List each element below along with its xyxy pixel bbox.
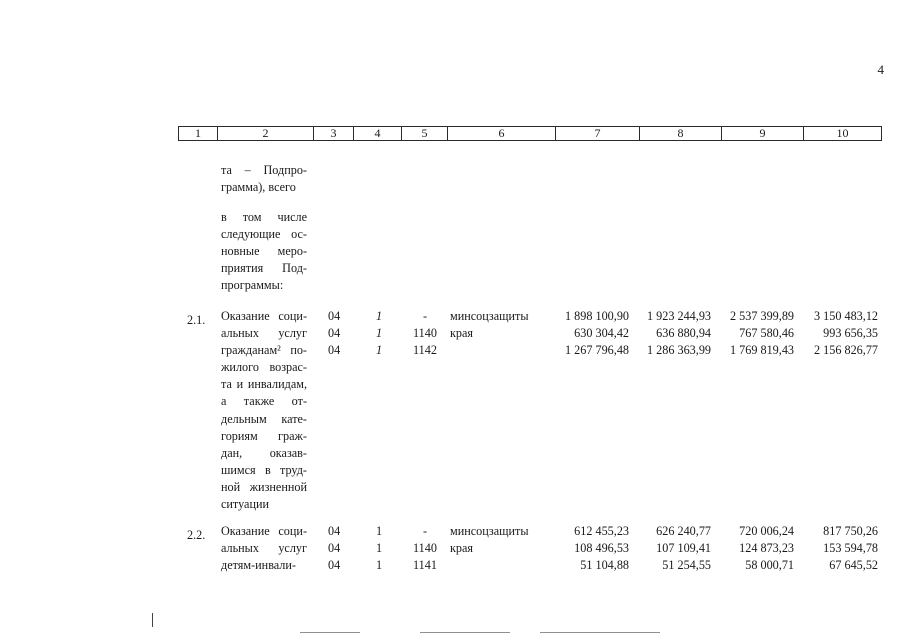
cell-value: 1 769 819,43 — [730, 343, 794, 358]
cell-value: 107 109,41 — [656, 541, 711, 556]
text-line: следующие ос- — [221, 227, 307, 242]
cell-value: 630 304,42 — [574, 326, 629, 341]
cell-value: 3 150 483,12 — [814, 309, 878, 323]
cell-value: 1 — [376, 309, 383, 323]
cell-value: 1 — [376, 558, 383, 573]
row-number: 2.2. — [187, 528, 206, 542]
cell-value: 1 286 363,99 — [647, 343, 711, 358]
header-cell-1: 1 — [195, 126, 201, 140]
cell-value: 720 006,24 — [739, 524, 794, 538]
header-cell-9: 9 — [721, 127, 803, 140]
cell-value: 04 — [328, 541, 341, 556]
header-cell-6: 6 — [447, 127, 555, 140]
cell-value: 67 645,52 — [829, 558, 878, 573]
text-line: новные меро- — [221, 244, 307, 259]
cell-value: 04 — [328, 558, 341, 573]
col9-values — [739, 523, 794, 574]
cell-value: 1141 — [413, 558, 437, 573]
cell-value: 108 496,53 — [574, 541, 629, 556]
row-description — [221, 308, 307, 513]
col4-values — [376, 308, 382, 359]
cell-value: 04 — [328, 524, 341, 538]
text-line: жилого возрас- — [221, 360, 307, 375]
text-line: та – Подпро- — [221, 163, 307, 177]
col8-values — [656, 523, 711, 574]
text-line: приятия Под- — [221, 261, 307, 276]
col8-values — [647, 308, 711, 359]
cell-value: 993 656,35 — [823, 326, 878, 341]
text-line: Оказание соци- — [221, 309, 307, 323]
text-line: ситуации — [221, 497, 270, 512]
col5-values — [410, 523, 440, 574]
cell-value: края — [450, 541, 474, 556]
cell-value: 1 — [376, 541, 383, 556]
cell-value: минсоцзащиты — [450, 309, 529, 323]
scan-artifact — [152, 613, 153, 627]
scan-artifact — [300, 632, 360, 633]
cell-value: 51 254,55 — [662, 558, 711, 573]
scan-artifact — [540, 632, 660, 633]
cell-value: 2 537 399,89 — [730, 309, 794, 323]
page-number: 4 — [877, 62, 884, 77]
cell-value: края — [450, 326, 474, 341]
col7-values — [574, 523, 629, 574]
cell-value: 1140 — [413, 326, 437, 341]
col10-values — [814, 308, 878, 359]
cell-value: 1 — [376, 524, 383, 538]
text-line: Оказание соци- — [221, 524, 307, 538]
cell-value: 1142 — [413, 343, 437, 358]
text-line: та и инвалидам, — [221, 377, 307, 392]
cell-value: 626 240,77 — [656, 524, 711, 538]
text-line: грамма), всего — [221, 180, 296, 195]
header-cell-2: 2 — [217, 127, 313, 140]
text-line: в том числе — [221, 210, 307, 224]
col7-values — [565, 308, 629, 359]
cell-value: 51 104,88 — [580, 558, 629, 573]
header-cell-5: 5 — [401, 127, 447, 140]
cell-value: 04 — [328, 326, 341, 341]
text-line: дельным кате- — [221, 411, 307, 426]
text-line: шимся в труд- — [221, 462, 307, 477]
table-header-row — [178, 126, 882, 141]
cell-value: 2 156 826,77 — [814, 343, 878, 358]
cell-value: 1 267 796,48 — [565, 343, 629, 358]
col4-values — [376, 523, 382, 574]
header-cell-4: 4 — [353, 127, 401, 140]
executor — [450, 308, 529, 342]
scan-artifact — [420, 632, 510, 633]
col5-values — [410, 308, 440, 359]
cell-value: 1 898 100,90 — [565, 309, 629, 323]
cell-value: 04 — [328, 343, 341, 358]
text-line: альных услуг — [221, 326, 307, 341]
cell-value: 1 — [376, 326, 383, 341]
cell-value: минсоцзащиты — [450, 524, 529, 538]
text-line: а также от- — [221, 394, 307, 409]
header-cell-7: 7 — [555, 127, 639, 140]
col10-values — [823, 523, 878, 574]
executor — [450, 523, 529, 557]
text-line: дан, оказав- — [221, 445, 307, 460]
cell-value: 612 455,23 — [574, 524, 629, 538]
row-number: 2.1. — [187, 313, 206, 327]
cell-value: 1 — [376, 343, 383, 358]
cell-value: 817 750,26 — [823, 524, 878, 538]
text-line: гражданам² по- — [221, 343, 307, 358]
text-line: детям-инвали- — [221, 558, 296, 573]
cell-value: 1 923 244,93 — [647, 309, 711, 323]
col3-values — [328, 308, 340, 359]
cell-value: 1140 — [413, 541, 437, 556]
continuation-block-2 — [221, 209, 307, 294]
header-cell-8: 8 — [639, 127, 721, 140]
header-cell-10: 10 — [803, 127, 881, 140]
text-line: программы: — [221, 278, 284, 293]
cell-value: 58 000,71 — [745, 558, 794, 573]
cell-value: 636 880,94 — [656, 326, 711, 341]
col9-values — [730, 308, 794, 359]
text-line: гориям граж- — [221, 428, 307, 443]
cell-value: 04 — [328, 309, 341, 323]
row-description — [221, 523, 307, 574]
text-line: ной жизненной — [221, 479, 307, 494]
continuation-block-1 — [221, 162, 307, 196]
cell-value: 124 873,23 — [739, 541, 794, 556]
cell-value: - — [422, 524, 428, 538]
cell-value: 767 580,46 — [739, 326, 794, 341]
cell-value: 153 594,78 — [823, 541, 878, 556]
cell-value: - — [422, 309, 428, 323]
text-line: альных услуг — [221, 541, 307, 556]
header-cell-3: 3 — [313, 127, 353, 140]
col3-values — [328, 523, 340, 574]
